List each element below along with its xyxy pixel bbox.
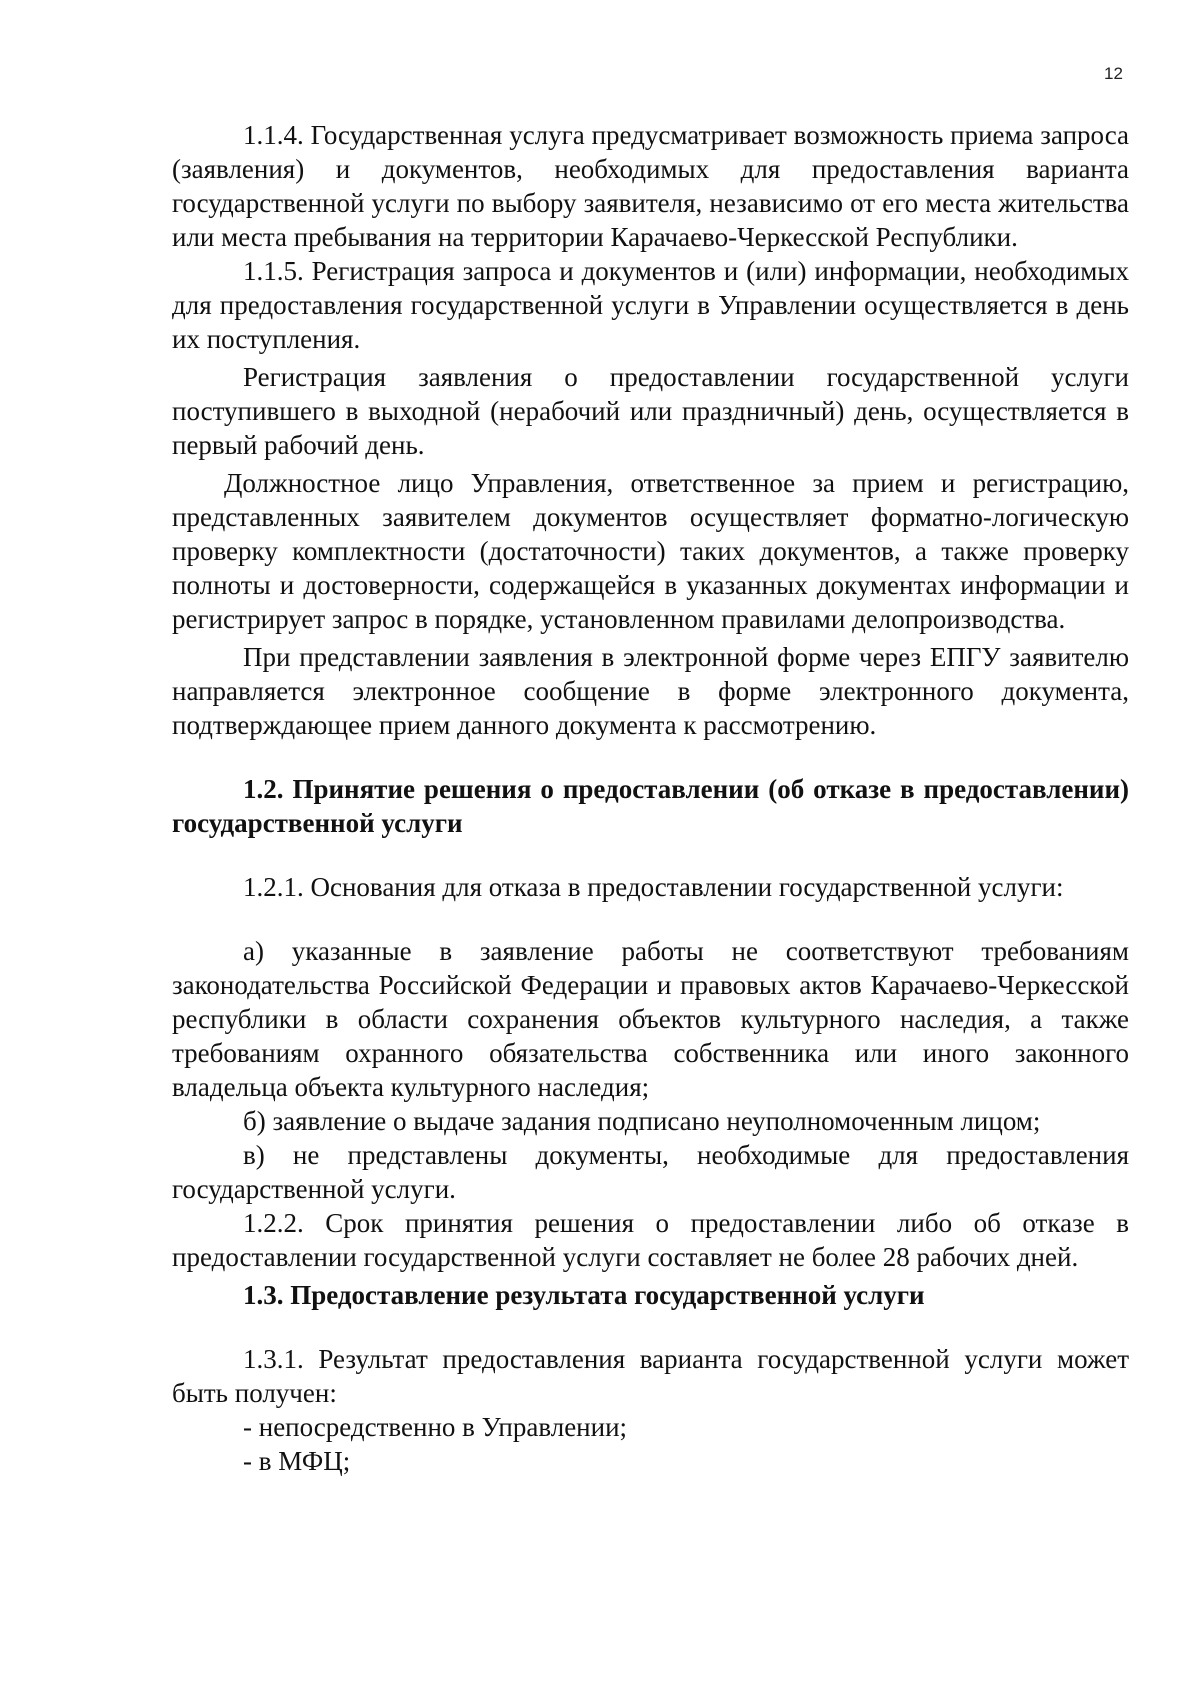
- paragraph-1-2-1: 1.2.1. Основания для отказа в предоставлении государственной услуги:: [243, 872, 1064, 902]
- list-item-mfc: - в МФЦ;: [243, 1446, 351, 1476]
- paragraph-registration: Регистрация заявления о предоставлении государственной услуги поступившего в выходной (нерабочий или праздничный) день, осуществляется в первый рабочий день.: [172, 362, 1129, 460]
- paragraph-item-a: а) указанные в заявление работы не соответствуют требованиям законодательства Российской Федерации и правовых актов Карачаево-Черкесской республики в области сохранения объектов культурного наследия, а также требованиям охранного обязательства собственника или иного законного владельца объекта культурного наследия;: [172, 936, 1129, 1102]
- paragraph-1-1-4: 1.1.4. Государственная услуга предусматривает возможность приема запроса (заявления) и документов, необходимых для предоставления варианта государственной услуги по выбору заявителя, независимо от его места жительства или места пребывания на территории Карачаево-Черкесской Республики.: [172, 120, 1129, 252]
- list-item-management: - непосредственно в Управлении;: [243, 1412, 628, 1442]
- paragraph-1-2-2: 1.2.2. Срок принятия решения о предоставлении либо об отказе в предоставлении государственной услуги составляет не более 28 рабочих дней.: [172, 1208, 1129, 1272]
- paragraph-official: Должностное лицо Управления, ответственное за прием и регистрацию, представленных заявителем документов осуществляет форматно-логическую проверку комплектности (достаточности) таких документов, а также проверку полноты и достоверности, содержащейся в указанных документах информации и регистрирует запрос в порядке, установленном правилами делопроизводства.: [172, 468, 1129, 634]
- paragraph-1-1-5: 1.1.5. Регистрация запроса и документов и (или) информации, необходимых для предоставления государственной услуги в Управлении осуществляется в день их поступления.: [172, 256, 1129, 354]
- paragraph-1-3-1: 1.3.1. Результат предоставления варианта государственной услуги может быть получен:: [172, 1344, 1129, 1408]
- paragraph-item-v: в) не представлены документы, необходимые для предоставления государственной услуги.: [172, 1140, 1129, 1204]
- page-number: 12: [1104, 64, 1123, 83]
- section-heading-1-3: 1.3. Предоставление результата государственной услуги: [243, 1280, 925, 1310]
- paragraph-item-b: б) заявление о выдаче задания подписано неуполномоченным лицом;: [243, 1106, 1041, 1136]
- paragraph-epgu: При представлении заявления в электронной форме через ЕПГУ заявителю направляется электронное сообщение в форме электронного документа, подтверждающее прием данного документа к рассмотрению.: [172, 642, 1129, 740]
- document-body: [172, 118, 1129, 1478]
- section-heading-1-2: 1.2. Принятие решения о предоставлении (об отказе в предоставлении) государственной услуги: [172, 774, 1129, 838]
